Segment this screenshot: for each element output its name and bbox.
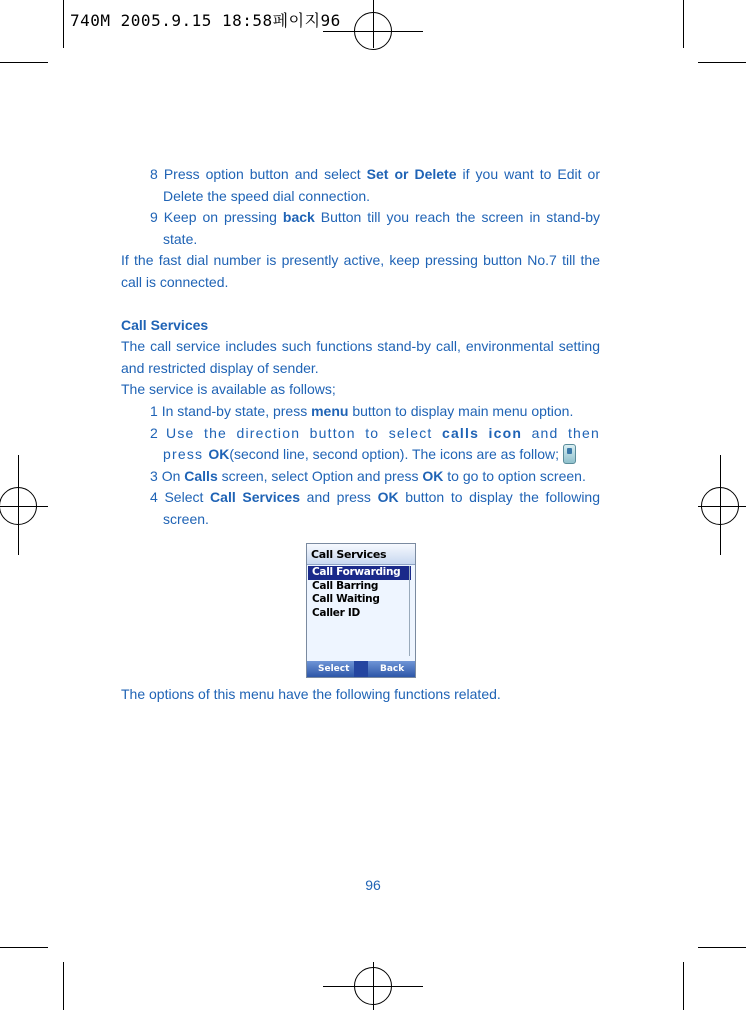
softkey-bar: [307, 661, 415, 677]
phone-scrollbar[interactable]: [409, 566, 414, 656]
closing-line: The options of this menu have the following functions related.: [121, 686, 501, 702]
page-content: [121, 164, 600, 531]
service-step-3: 3 On Calls screen, select Option and press OK to go to option screen.: [150, 467, 586, 484]
menu-item-call-barring[interactable]: Call Barring: [312, 579, 379, 592]
menu-item-call-waiting[interactable]: Call Waiting: [312, 593, 380, 605]
softkey-select[interactable]: Select: [318, 664, 350, 674]
service-step-4: 4 Select Call Services and press OK button to display the following screen.: [150, 489, 600, 527]
softkey-center[interactable]: [354, 661, 368, 677]
intro-paragraph: The call service includes such functions stand-by call, environmental setting and restricted display of sender.: [121, 338, 600, 376]
phone-screen: [306, 543, 416, 678]
step-9: 9 Keep on pressing back Button till you reach the screen in stand-by state.: [150, 209, 601, 247]
phone-screen-title: Call Services: [307, 544, 415, 565]
menu-item-call-forwarding[interactable]: Call Forwarding: [308, 566, 411, 580]
page-number: 96: [365, 877, 381, 893]
phone-menu-list: [308, 566, 411, 620]
service-step-1: 1 In stand-by state, press menu button to display main menu option.: [150, 402, 574, 419]
step-8: 8 Press option button and select Set or Delete if you want to Edit or Delete the speed dial connection.: [150, 166, 600, 204]
section-title: Call Services: [121, 316, 209, 333]
availability-line: The service is available as follows;: [121, 381, 336, 398]
print-header: 740M 2005.9.15 18:58페이지96: [70, 11, 341, 30]
menu-item-caller-id[interactable]: Caller ID: [312, 606, 360, 619]
fast-dial-paragraph: If the fast dial number is presently active, keep pressing button No.7 till the call is connected.: [121, 252, 600, 290]
service-step-2: 2 Use the direction button to select calls icon and then press OK(second line, second option). The icons are as follow;: [150, 424, 601, 463]
calls-icon: [563, 444, 576, 464]
softkey-back[interactable]: Back: [380, 664, 405, 674]
